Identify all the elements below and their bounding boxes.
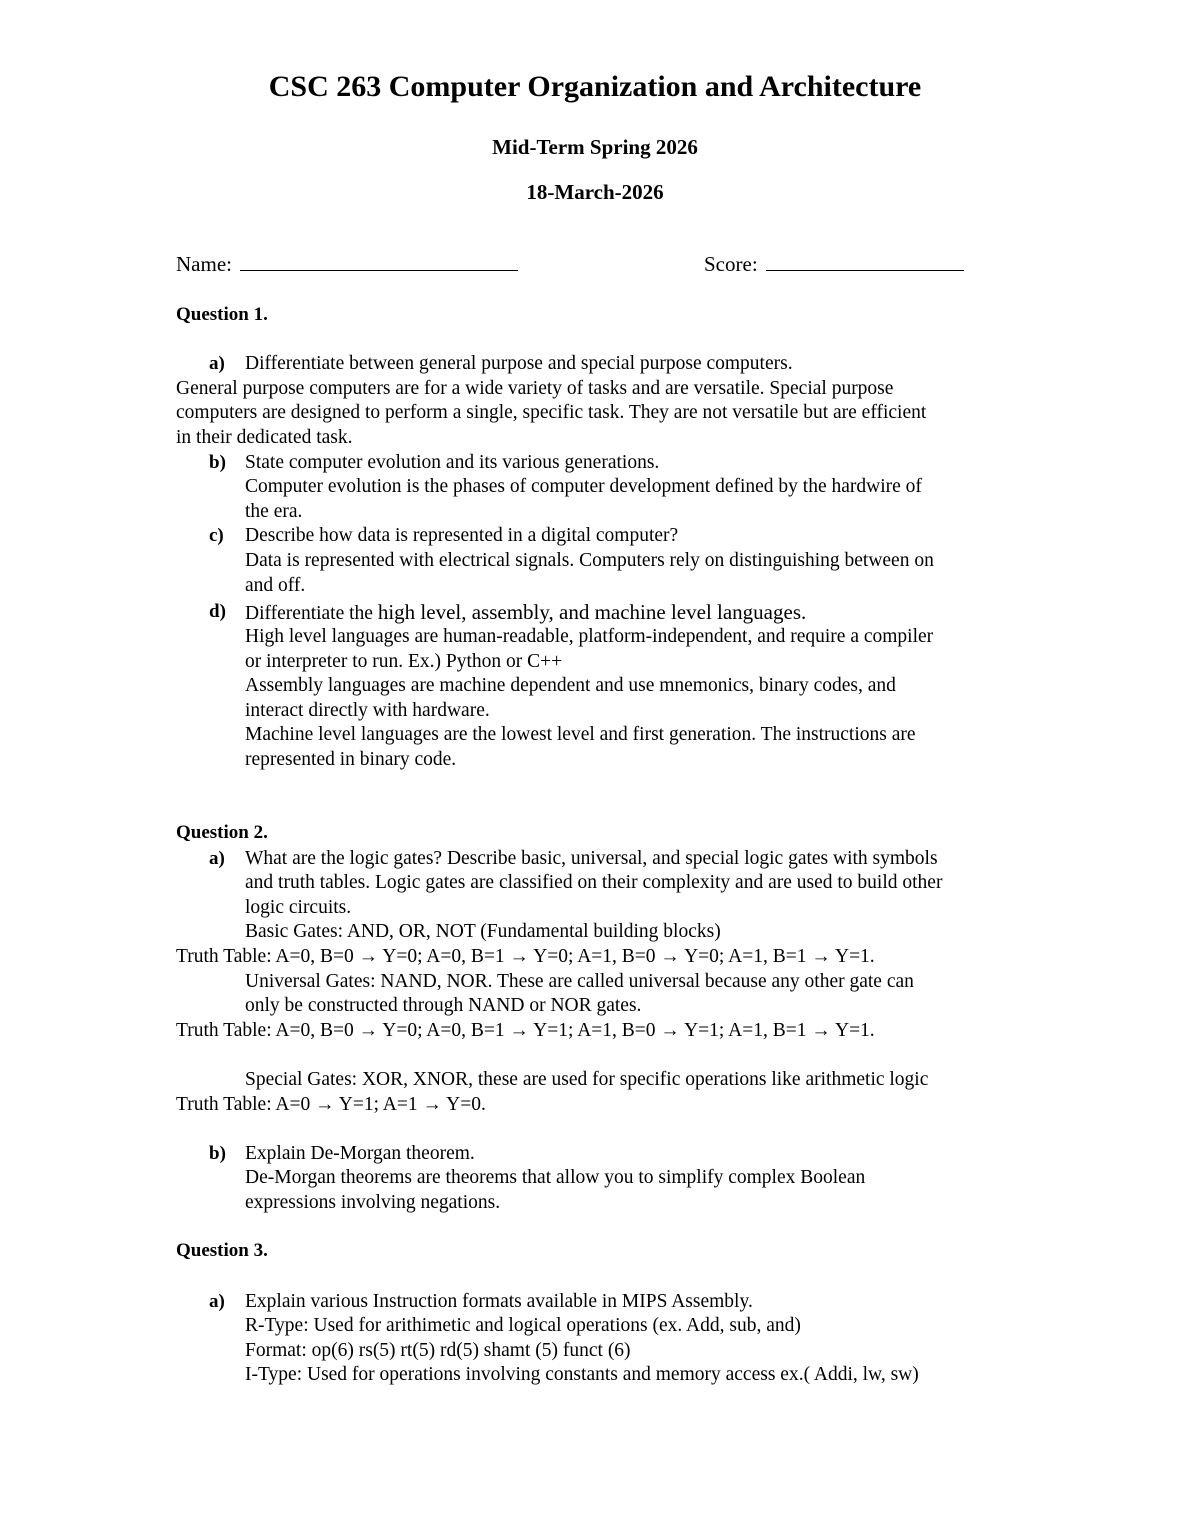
q1-b-label: b): [209, 452, 226, 473]
exam-term: Mid-Term Spring 2026: [492, 135, 698, 159]
q1-d-answer-line: represented in binary code.: [245, 749, 457, 770]
universal-gates-text: only be constructed through NAND or NOR gates.: [245, 995, 642, 1016]
q1-a-question: Differentiate between general purpose and special purpose computers.: [245, 353, 793, 374]
score-label: Score:: [704, 252, 758, 276]
question-2-heading: Question 2.: [176, 822, 268, 843]
q3-a-answer-line: I-Type: Used for operations involving constants and memory access ex.( Addi, lw, sw): [245, 1364, 919, 1385]
q1-d-question-start: Differentiate the: [245, 603, 378, 624]
basic-gates-text: Basic Gates: AND, OR, NOT (Fundamental building blocks): [245, 921, 721, 942]
q2-b-answer-line: expressions involving negations.: [245, 1192, 501, 1213]
q2-a-question-line: logic circuits.: [245, 897, 352, 918]
special-gates-truth-table: Truth Table: A=0 → Y=1; A=1 → Y=0.: [176, 1094, 486, 1115]
q1-d-question-end: high level, assembly, and machine level languages.: [377, 600, 807, 624]
name-field: [176, 250, 518, 277]
special-gates-text: Special Gates: XOR, XNOR, these are used for specific operations like arithmetic logic: [245, 1069, 929, 1090]
q1-b-question: State computer evolution and its various generations.: [245, 452, 660, 473]
q3-a-answer-line: Format: op(6) rs(5) rt(5) rd(5) shamt (5) funct (6): [245, 1340, 631, 1361]
q1-c-answer-line: and off.: [245, 575, 306, 596]
q2-a-question-line: and truth tables. Logic gates are classified on their complexity and are used to build other: [245, 872, 943, 893]
q2-b-question: Explain De-Morgan theorem.: [245, 1143, 475, 1164]
q2-b-label: b): [209, 1143, 226, 1164]
q3-a-question: Explain various Instruction formats available in MIPS Assembly.: [245, 1291, 753, 1312]
q1-d-answer-line: or interpreter to run. Ex.) Python or C++: [245, 651, 563, 672]
basic-gates-truth-table: Truth Table: A=0, B=0 → Y=0; A=0, B=1 → Y=0; A=1, B=0 → Y=0; A=1, B=1 → Y=1.: [176, 946, 875, 967]
score-blank-line: [766, 250, 964, 271]
q1-d-answer-line: Machine level languages are the lowest level and first generation. The instructions are: [245, 724, 916, 745]
universal-gates-truth-table: Truth Table: A=0, B=0 → Y=0; A=0, B=1 → Y=1; A=1, B=0 → Y=1; A=1, B=1 → Y=1.: [176, 1020, 875, 1041]
q1-d-answer-line: High level languages are human-readable, platform-independent, and require a compiler: [245, 626, 934, 647]
q1-a-label: a): [209, 353, 225, 374]
q2-a-label: a): [209, 848, 225, 869]
question-3-heading: Question 3.: [176, 1240, 268, 1261]
q3-a-label: a): [209, 1291, 225, 1312]
q2-b-answer-line: De-Morgan theorems are theorems that allow you to simplify complex Boolean: [245, 1167, 866, 1188]
exam-date: 18-March-2026: [526, 180, 664, 204]
q1-d-answer-line: Assembly languages are machine dependent and use mnemonics, binary codes, and: [245, 675, 896, 696]
universal-gates-text: Universal Gates: NAND, NOR. These are called universal because any other gate can: [245, 971, 914, 992]
q1-c-question: Describe how data is represented in a digital computer?: [245, 525, 679, 546]
score-field: [704, 250, 964, 277]
q1-c-label: c): [209, 525, 224, 546]
q2-a-question-line: What are the logic gates? Describe basic, universal, and special logic gates with symbols: [245, 848, 938, 869]
q1-d-label: d): [209, 601, 226, 622]
q3-a-answer-line: R-Type: Used for arithimetic and logical operations (ex. Add, sub, and): [245, 1315, 801, 1336]
document-title: CSC 263 Computer Organization and Architecture: [268, 70, 922, 103]
q1-a-answer-line: General purpose computers are for a wide variety of tasks and are versatile. Special purpose: [176, 378, 894, 399]
q1-b-answer-line: the era.: [245, 501, 303, 522]
name-label: Name:: [176, 252, 232, 276]
question-1-heading: Question 1.: [176, 304, 268, 325]
q1-a-answer-line: computers are designed to perform a single, specific task. They are not versatile but are efficient: [176, 402, 927, 423]
name-blank-line: [240, 250, 518, 271]
q1-a-answer-line: in their dedicated task.: [176, 427, 353, 448]
q1-c-answer-line: Data is represented with electrical signals. Computers rely on distinguishing between on: [245, 550, 934, 571]
q1-b-answer-line: Computer evolution is the phases of computer development defined by the hardwire of: [245, 476, 922, 497]
q1-d-answer-line: interact directly with hardware.: [245, 700, 490, 721]
q1-d-question: [245, 600, 806, 626]
